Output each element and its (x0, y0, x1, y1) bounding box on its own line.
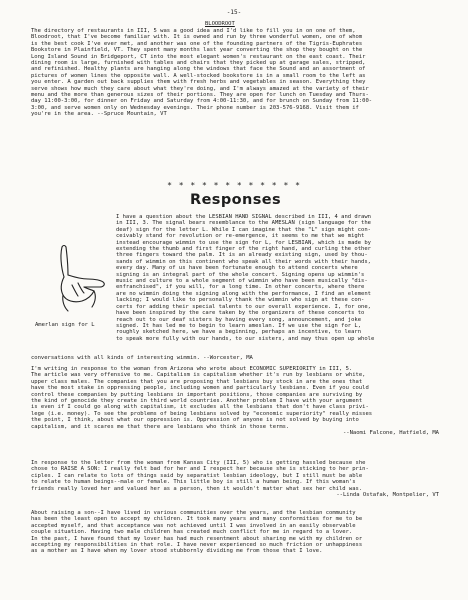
text-line: 3:00, and serve women only on Wednesday evenings. Their phone number is 203-576-9168. Visit them if (31, 104, 359, 111)
text-line: three fingers toward the palm. It is an already existing sign, used by thou- (116, 252, 368, 259)
text-line: ciples. I can relate to lots of things said by separatist lesbian ideology, but I still must be able (31, 472, 363, 479)
response-raise-a-son (31, 460, 439, 498)
text-line: serve shows how much they care about what they're doing, and I'm always amazed at the variety of their (31, 85, 369, 92)
text-line: reach out to our deaf sisters by having every song, announcement, and joke (116, 316, 362, 323)
text-line: The article was very offensive to me. Capitalism is capitalism whether it's run by lesbians or white, (31, 372, 366, 379)
text-line: About raising a son--I have lived in various communities over the years, and the lesbian community (31, 510, 356, 516)
text-line: you enter. A garden out back supplies them with fresh herbs and vegetables in season. Everything they (31, 79, 366, 86)
text-line: certs for adding their special talents to our overall experience. I, for one, (116, 303, 371, 310)
text-line: in III, 3. The signal bears resemblance to the AMESLAN (sign language for the (116, 220, 371, 227)
text-line: are no wimmin doing the signing along with the performance, I find an element (116, 290, 371, 297)
text-line: the point, I think, about what our oppression is. Oppression of anyone is not solved by buying into (31, 417, 359, 424)
text-line: has been the least open to accept my children. It took many years and many conformities for me to be (31, 516, 363, 523)
text-line: Bloodroot, that I've become familiar with. It is owned and run by three wonderful women, one of whom (31, 34, 363, 41)
text-line: day 11:00-3:00, for dinner on Friday and Saturday from 4:00-11:30, and for brunch on Sunday from 11:00- (31, 98, 373, 105)
text-line: ceivably stand for revolution or re-emergence, it seems to me that we might (116, 233, 365, 240)
text-line: every day. Many of us have been fortunate enough to attend concerts where (116, 265, 358, 272)
bloodroot-paragraph (31, 28, 439, 118)
signature: --Naomi Falcone, Hatfield, MA (342, 430, 439, 437)
response-1-last-line: conversations with all kinds of interesting wimmin. --Worcester, MA (31, 355, 253, 361)
text-line: The directory of restaurants in III, 5 was a good idea and I'd like to fill you in on one of them, (31, 28, 356, 34)
text-line: accepted myself, and that acceptance was not achieved until I was involved in an easily observable (31, 522, 356, 529)
text-line: as a mother as I have when my lover stood stubbornly dividing me from those that I love. (31, 548, 323, 555)
response-economic-superiority (31, 366, 439, 436)
text-line: to speak more fully with our hands, to our sisters, and may thus open up whole (116, 335, 375, 342)
section-title-bloodroot: BLOODROOT (205, 21, 235, 27)
text-line: dining room is large, furnished with tables and chairs that they picked up at garage sales, stripped, (31, 60, 366, 67)
text-line: friends really loved her and valued her as a person, then it wouldn't matter what sex her child was. (31, 485, 363, 492)
text-line: I'm writing in response to the woman from Arizona who wrote about ECONOMIC SUPERIORITY in III, 5. (31, 366, 353, 372)
text-line: deaf) sign for the letter L. While I can imagine that the "L" sign might con- (116, 226, 371, 233)
signature: --Linda Ostafak, Montpelier, VT (336, 492, 439, 499)
response-lesbian-hand-signal (116, 214, 439, 342)
text-line: signing is an integral part of the whole concert. Signing opens up wimmin's (116, 271, 365, 278)
text-line: is even if I could go along with capitalism, it excludes all the lesbians that don't have class privi- (31, 404, 369, 411)
text-line: accepting my responsibilities in that role. I have never experienced so much friction or unhappiness (31, 542, 363, 549)
text-line: lege (i.e. money). To see the problems of being lesbians solved by "economic superiority" really misses (31, 410, 373, 417)
text-line: menu and the more than generous sizes of their portions. They are open for lunch on Tuesday and Thurs- (31, 92, 369, 99)
text-line: have the most stake in oppressing people, including women and particularly lesbians. Even if you could (31, 385, 369, 392)
text-line: chose to RAISE A SON: I really felt bad for her and I respect her because she is sticking to her prin- (31, 466, 369, 473)
text-line: enfranchised", if you will, for a long time. In other concerts, where there (116, 284, 365, 291)
text-line: I have a question about the LESBIAN HAND SIGNAL described in III, 4 and drawn (116, 214, 371, 220)
text-line: In response to the letter from the woman from Kansas City (III, 5) who is getting hassled because she (31, 460, 366, 466)
responses-heading: Responses (190, 192, 281, 208)
text-line: couple situation. Having two male children has created much conflict for me in regard to a lover. (31, 529, 353, 536)
text-line: sands of wimmin on this continent who speak all their words with their hands, (116, 258, 371, 265)
text-line: pictures of women lines the opposite wall. A well-stocked bookstore is in a small room to the left as (31, 72, 366, 79)
section-divider-stars: * * * * * * * * * * * * (167, 181, 301, 190)
text-line: have been inspired by the care taken by the organizers of these concerts to (116, 310, 365, 317)
text-line: the kind of genocide they create in third world countries. Another problem I have with your argument (31, 398, 363, 405)
text-line: signed. It has led me to begin to learn ameslan. If we use the sign for L, (116, 322, 362, 329)
text-line: control these companies by putting lesbians in important positions, those companies are surviving by (31, 391, 363, 398)
text-line: In the past, I have found that my lover has had much resentment about sharing me with my children or (31, 535, 363, 542)
text-line: music and culture to a whole segment of wimmin who have been musically "dis- (116, 278, 368, 285)
text-line: capitalism, and it scares me that there are lesbians who think in those terms. (31, 423, 290, 430)
text-line: instead encourage wimmin to use the sign for L, for LESBIAN, which is made by (116, 239, 371, 246)
illustration-caption: Amerlan sign for L (35, 322, 95, 328)
text-line: you're in the area. --Spruce Mountain, VT (31, 111, 167, 118)
text-line: Long Island Sound in Bridgeport, CT into the most elegant women's restaurant on the east coast. Their (31, 53, 366, 60)
hand-sign-l-illustration (48, 243, 108, 313)
text-line: lacking; I would like to personally thank the wimmin who sign at these con- (116, 297, 365, 304)
text-line: roughly sketched here, we have a beginning, perhaps an incentive, to learn (116, 329, 362, 336)
text-line: upper class males. The companies that you are proposing that lesbians buy stock in are the ones that (31, 378, 363, 385)
text-line: Bookstore in Plainfield, VT. They spent many months last year converting the shop they bought on the (31, 47, 363, 54)
text-line: and refinished. Healthy plants are hanging along the windows that face the Sound and an assortment of (31, 66, 366, 73)
text-line: to relate to human beings--male or female. This little boy is still a human being. If this woman's (31, 479, 356, 486)
text-line: extending the thumb and first finger of the right hand, and curling the other (116, 246, 371, 253)
text-line: is the best cook I've ever met, and another was one of the founding partners of the Tigris-Euphrates (31, 40, 363, 47)
page-number: -15- (226, 9, 242, 16)
response-raising-a-son (31, 510, 439, 555)
